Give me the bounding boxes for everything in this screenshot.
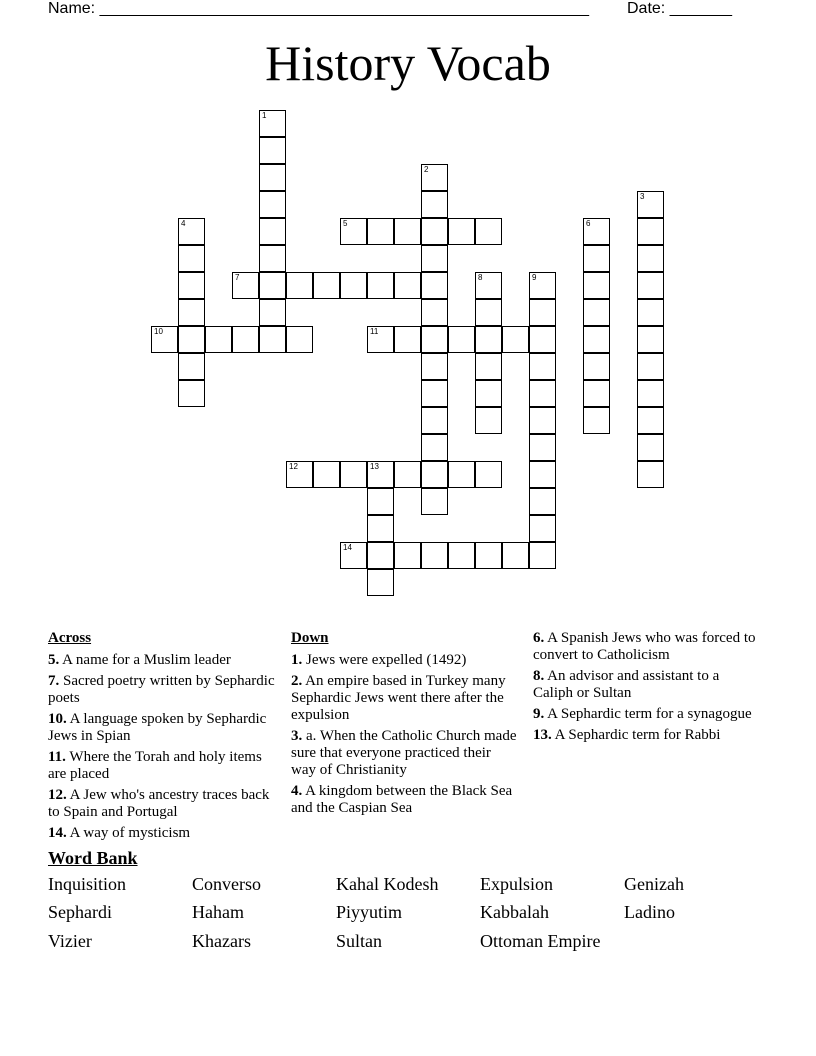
clue bbox=[48, 825, 276, 842]
grid-cell[interactable] bbox=[421, 299, 448, 326]
grid-cell[interactable] bbox=[529, 299, 556, 326]
grid-cell[interactable] bbox=[475, 326, 502, 353]
grid-cell[interactable] bbox=[475, 407, 502, 434]
grid-cell[interactable] bbox=[637, 326, 664, 353]
grid-cell[interactable] bbox=[340, 461, 367, 488]
clue-text: An advisor and assistant to a Caliph or Sultan bbox=[533, 668, 720, 701]
grid-cell[interactable] bbox=[529, 272, 556, 299]
grid-cell[interactable] bbox=[340, 542, 367, 569]
grid-cell[interactable] bbox=[421, 353, 448, 380]
clue bbox=[48, 787, 276, 821]
word-bank-item: Khazars bbox=[192, 931, 251, 951]
clue-number: 12. bbox=[48, 787, 67, 803]
grid-cell[interactable] bbox=[232, 272, 259, 299]
date-field: Date: _______ bbox=[627, 0, 732, 17]
grid-cell[interactable] bbox=[313, 272, 340, 299]
grid-cell[interactable] bbox=[394, 272, 421, 299]
grid-cell[interactable] bbox=[421, 461, 448, 488]
down-clues bbox=[291, 630, 519, 821]
grid-cell[interactable] bbox=[637, 245, 664, 272]
grid-cell[interactable] bbox=[178, 380, 205, 407]
grid-cell[interactable] bbox=[421, 542, 448, 569]
grid-cell[interactable] bbox=[178, 218, 205, 245]
clue-number: 4. bbox=[291, 783, 303, 799]
grid-cell[interactable] bbox=[421, 407, 448, 434]
clue-number: 4 bbox=[181, 219, 186, 228]
grid-cell[interactable] bbox=[394, 461, 421, 488]
word-bank-item: Converso bbox=[192, 874, 261, 894]
word-bank-item: Ladino bbox=[624, 902, 675, 922]
clue-text: A name for a Muslim leader bbox=[59, 652, 231, 668]
clue-number: 3 bbox=[640, 192, 645, 201]
grid-cell[interactable] bbox=[421, 488, 448, 515]
word-bank-item: Inquisition bbox=[48, 874, 127, 894]
clue-number: 1 bbox=[262, 111, 267, 120]
grid-cell[interactable] bbox=[421, 326, 448, 353]
grid-cell[interactable] bbox=[583, 272, 610, 299]
grid-cell[interactable] bbox=[583, 245, 610, 272]
grid-cell[interactable] bbox=[259, 326, 286, 353]
grid-cell[interactable] bbox=[637, 299, 664, 326]
grid-cell[interactable] bbox=[205, 326, 232, 353]
clue bbox=[533, 706, 761, 723]
grid-cell[interactable] bbox=[286, 272, 313, 299]
grid-cell[interactable] bbox=[367, 488, 394, 515]
grid-cell[interactable] bbox=[178, 299, 205, 326]
grid-cell[interactable] bbox=[448, 326, 475, 353]
clue bbox=[291, 728, 519, 779]
grid-cell[interactable] bbox=[529, 515, 556, 542]
grid-cell[interactable] bbox=[259, 110, 286, 137]
grid-cell[interactable] bbox=[367, 461, 394, 488]
grid-cell[interactable] bbox=[475, 542, 502, 569]
clue bbox=[291, 673, 519, 724]
grid-cell[interactable] bbox=[421, 245, 448, 272]
word-bank-item: Piyyutim bbox=[336, 902, 403, 922]
clue-text: A language spoken by Sephardic Jews in Spian bbox=[48, 711, 267, 744]
clue-number: 14. bbox=[48, 825, 67, 841]
grid-cell[interactable] bbox=[475, 272, 502, 299]
clue-number: 5 bbox=[343, 219, 348, 228]
grid-cell[interactable] bbox=[637, 407, 664, 434]
across-clues bbox=[48, 630, 276, 846]
grid-cell[interactable] bbox=[583, 380, 610, 407]
grid-cell[interactable] bbox=[637, 191, 664, 218]
clue-text: An empire based in Turkey many Sephardic Jews went there after the expulsion bbox=[291, 673, 506, 723]
page-title: History Vocab bbox=[265, 35, 551, 91]
grid-cell[interactable] bbox=[529, 326, 556, 353]
word-bank-item: Sultan bbox=[336, 931, 383, 951]
word-bank-title: Word Bank bbox=[48, 848, 138, 868]
grid-cell[interactable] bbox=[286, 326, 313, 353]
grid-cell[interactable] bbox=[151, 326, 178, 353]
grid-cell[interactable] bbox=[367, 272, 394, 299]
grid-cell[interactable] bbox=[394, 218, 421, 245]
grid-cell[interactable] bbox=[637, 461, 664, 488]
clue-text: a. When the Catholic Church made sure that everyone practiced their way of Christianity bbox=[291, 728, 517, 778]
clue bbox=[533, 668, 761, 702]
grid-cell[interactable] bbox=[448, 542, 475, 569]
word-bank-item: Kabbalah bbox=[480, 902, 549, 922]
clue-text: A Spanish Jews who was forced to convert to Catholicism bbox=[533, 630, 756, 663]
grid-cell[interactable] bbox=[421, 434, 448, 461]
name-field: Name: _______________________________________________________ bbox=[48, 0, 589, 17]
word-bank-item: Haham bbox=[192, 902, 244, 922]
clue-number: 10. bbox=[48, 711, 67, 727]
grid-cell[interactable] bbox=[637, 380, 664, 407]
word-bank-item: Expulsion bbox=[480, 874, 554, 894]
grid-cell[interactable] bbox=[475, 353, 502, 380]
clue-number: 10 bbox=[154, 327, 163, 336]
clue-number: 2. bbox=[291, 673, 303, 689]
clue-number: 13 bbox=[370, 462, 379, 471]
grid-cell[interactable] bbox=[178, 245, 205, 272]
grid-cell[interactable] bbox=[529, 461, 556, 488]
clue-number: 1. bbox=[291, 652, 303, 668]
clue-number: 2 bbox=[424, 165, 429, 174]
clue bbox=[48, 749, 276, 783]
grid-cell[interactable] bbox=[529, 542, 556, 569]
grid-cell[interactable] bbox=[367, 515, 394, 542]
grid-cell[interactable] bbox=[259, 299, 286, 326]
clue-text: A Sephardic term for Rabbi bbox=[551, 727, 721, 743]
grid-cell[interactable] bbox=[637, 272, 664, 299]
grid-cell[interactable] bbox=[637, 353, 664, 380]
clue bbox=[48, 652, 276, 669]
clue-number: 6. bbox=[533, 630, 545, 646]
grid-cell[interactable] bbox=[340, 218, 367, 245]
clue-text: Jews were expelled (1492) bbox=[302, 652, 467, 668]
clue-number: 7. bbox=[48, 673, 60, 689]
word-bank-item: Vizier bbox=[48, 931, 92, 951]
clue-number: 12 bbox=[289, 462, 298, 471]
word-bank-item: Genizah bbox=[624, 874, 684, 894]
grid-cell[interactable] bbox=[259, 245, 286, 272]
clue-number: 5. bbox=[48, 652, 60, 668]
grid-cell[interactable] bbox=[475, 380, 502, 407]
grid-cell[interactable] bbox=[367, 542, 394, 569]
grid-cell[interactable] bbox=[583, 218, 610, 245]
clue-text: Where the Torah and holy items are placed bbox=[48, 749, 262, 782]
clue bbox=[291, 783, 519, 817]
down-clues-continued bbox=[533, 630, 761, 748]
clue bbox=[48, 673, 276, 707]
grid-cell[interactable] bbox=[178, 272, 205, 299]
clue bbox=[533, 727, 761, 744]
grid-cell[interactable] bbox=[421, 380, 448, 407]
word-bank-item: Kahal Kodesh bbox=[336, 874, 439, 894]
grid-cell[interactable] bbox=[529, 380, 556, 407]
grid-cell[interactable] bbox=[259, 272, 286, 299]
across-heading: Across bbox=[48, 630, 92, 646]
word-bank-item: Ottoman Empire bbox=[480, 931, 601, 951]
clue bbox=[291, 652, 519, 669]
grid-cell[interactable] bbox=[475, 218, 502, 245]
grid-cell[interactable] bbox=[637, 434, 664, 461]
grid-cell[interactable] bbox=[421, 191, 448, 218]
clue-number: 11 bbox=[370, 327, 379, 336]
grid-cell[interactable] bbox=[313, 461, 340, 488]
grid-cell[interactable] bbox=[448, 218, 475, 245]
clue-number: 9 bbox=[532, 273, 537, 282]
grid-cell[interactable] bbox=[286, 461, 313, 488]
clue bbox=[48, 711, 276, 745]
grid-cell[interactable] bbox=[448, 461, 475, 488]
grid-cell[interactable] bbox=[259, 164, 286, 191]
grid-cell[interactable] bbox=[421, 272, 448, 299]
clue bbox=[533, 630, 761, 664]
grid-cell[interactable] bbox=[259, 137, 286, 164]
down-heading: Down bbox=[291, 630, 329, 646]
clue-number: 8 bbox=[478, 273, 483, 282]
grid-cell[interactable] bbox=[232, 326, 259, 353]
clue-text: A kingdom between the Black Sea and the Caspian Sea bbox=[291, 783, 513, 816]
grid-cell[interactable] bbox=[259, 218, 286, 245]
grid-cell[interactable] bbox=[394, 542, 421, 569]
clue-number: 13. bbox=[533, 727, 552, 743]
clue-number: 6 bbox=[586, 219, 591, 228]
grid-cell[interactable] bbox=[394, 326, 421, 353]
grid-cell[interactable] bbox=[583, 407, 610, 434]
clue-text: Sacred poetry written by Sephardic poets bbox=[48, 673, 275, 706]
clue-text: A Jew who's ancestry traces back to Spain and Portugal bbox=[48, 787, 270, 820]
grid-cell[interactable] bbox=[529, 407, 556, 434]
grid-cell[interactable] bbox=[178, 326, 205, 353]
grid-cell[interactable] bbox=[421, 218, 448, 245]
grid-cell[interactable] bbox=[475, 299, 502, 326]
grid-cell[interactable] bbox=[340, 272, 367, 299]
clue-number: 11. bbox=[48, 749, 66, 765]
grid-cell[interactable] bbox=[502, 542, 529, 569]
clue-number: 14 bbox=[343, 543, 352, 552]
grid-cell[interactable] bbox=[529, 434, 556, 461]
grid-cell[interactable] bbox=[583, 299, 610, 326]
clue-number: 9. bbox=[533, 706, 545, 722]
clue-text: A Sephardic term for a synagogue bbox=[544, 706, 752, 722]
grid-cell[interactable] bbox=[529, 353, 556, 380]
grid-cell[interactable] bbox=[583, 353, 610, 380]
grid-cell[interactable] bbox=[529, 488, 556, 515]
grid-cell[interactable] bbox=[583, 326, 610, 353]
clue-number: 7 bbox=[235, 273, 240, 282]
grid-cell[interactable] bbox=[475, 461, 502, 488]
clue-number: 8. bbox=[533, 668, 545, 684]
grid-cell[interactable] bbox=[178, 353, 205, 380]
clue-text: A way of mysticism bbox=[66, 825, 191, 841]
grid-cell[interactable] bbox=[637, 218, 664, 245]
grid-cell[interactable] bbox=[367, 218, 394, 245]
grid-cell[interactable] bbox=[367, 326, 394, 353]
grid-cell[interactable] bbox=[421, 164, 448, 191]
clue-number: 3. bbox=[291, 728, 303, 744]
grid-cell[interactable] bbox=[502, 326, 529, 353]
grid-cell[interactable] bbox=[259, 191, 286, 218]
word-bank-item: Sephardi bbox=[48, 902, 112, 922]
grid-cell[interactable] bbox=[367, 569, 394, 596]
